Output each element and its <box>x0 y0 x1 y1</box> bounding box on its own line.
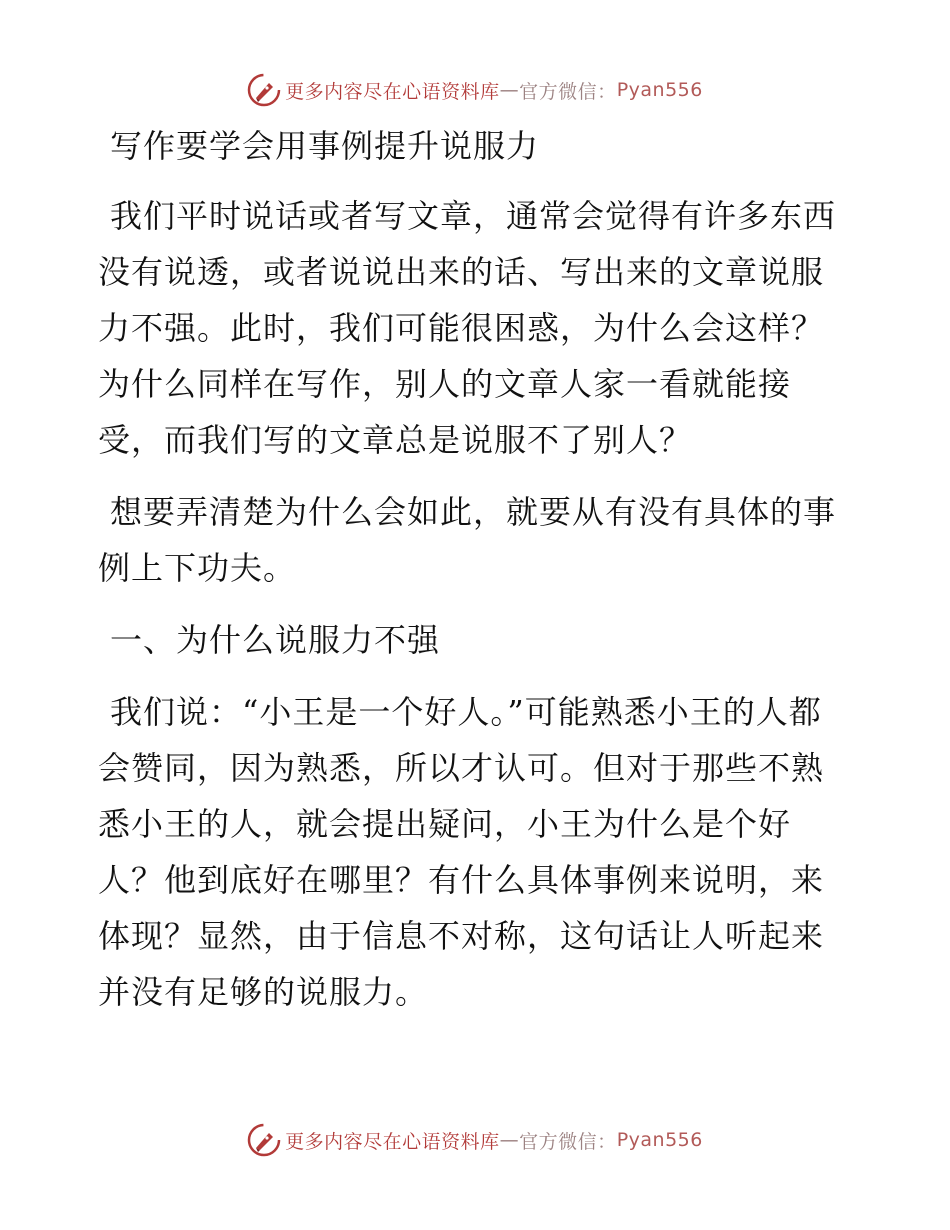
footer-banner <box>0 1120 950 1160</box>
document-body <box>98 118 850 1020</box>
section-heading: 一、为什么说服力不强 <box>110 621 441 659</box>
paragraph-2: 想要弄清楚为什么会如此，就要从有没有具体的事例上下功夫。 <box>98 493 837 587</box>
footer-separator: — <box>499 1129 520 1151</box>
pen-nib-logo-icon <box>247 73 281 107</box>
header-account: Pyan556 <box>616 79 703 101</box>
pen-nib-logo-icon <box>247 1123 281 1157</box>
header-brand: 更多内容尽在心语资料库 <box>285 80 500 103</box>
paragraph-1: 我们平时说话或者写文章，通常会觉得有许多东西没有说透，或者说说出来的话、写出来的文章说服力不强。此时，我们可能很困惑，为什么会这样？为什么同样在写作，别人的文章人家一看就能接受，而我们写的文章总是说服不了别人？ <box>98 197 837 459</box>
header-banner <box>0 70 950 110</box>
footer-brand: 更多内容尽在心语资料库 <box>285 1130 500 1153</box>
footer-wechat-label: 官方微信： <box>519 1130 617 1153</box>
footer-account: Pyan556 <box>616 1129 703 1151</box>
header-separator: — <box>499 79 520 101</box>
document-title: 写作要学会用事例提升说服力 <box>110 127 540 165</box>
section-paragraph: 我们说：“小王是一个好人。”可能熟悉小王的人都会赞同，因为熟悉，所以才认可。但对于那些不熟悉小王的人，就会提出疑问，小王为什么是个好人？他到底好在哪里？有什么具体事例来说明，来体现？显然，由于信息不对称，这句话让人听起来并没有足够的说服力。 <box>98 693 825 1011</box>
header-wechat-label: 官方微信： <box>519 80 617 103</box>
